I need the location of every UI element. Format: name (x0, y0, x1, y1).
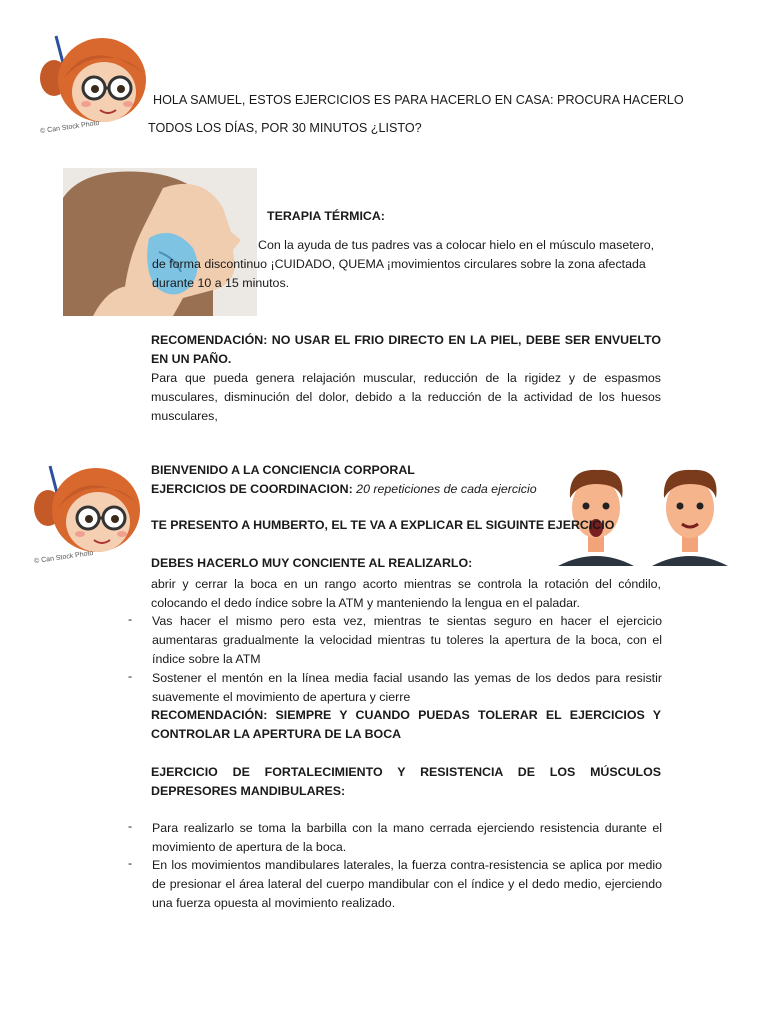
watermark-text: © Can Stock Photo (39, 119, 100, 136)
relajacion-paragraph: Para que pueda genera relajación muscular, reducción de la rigidez y de espasmos musculares, disminución del dolor, debido a la reducción de la actividad de los huesos musculares, (151, 371, 661, 423)
conciente-heading: DEBES HACERLO MUY CONCIENTE AL REALIZARLO: (151, 556, 473, 570)
greeting-line-1: HOLA SAMUEL, ESTOS EJERCICIOS ES PARA HACERLO EN CASA: PROCURA HACERLO (153, 93, 684, 107)
terapia-line-2: de forma discontinuo ¡CUIDADO, QUEMA ¡movimientos circulares sobre la zona afectada (152, 257, 646, 271)
humberto-intro: TE PRESENTO A HUMBERTO, EL TE VA A EXPLICAR EL SIGUINTE EJERCICIO (151, 518, 615, 532)
coordinacion-value: 20 repeticiones de cada ejercicio (356, 482, 537, 496)
recomendacion-1: RECOMENDACIÓN: NO USAR EL FRIO DIRECTO EN LA PIEL, DEBE SER ENVUELTO EN UN PAÑO. (151, 333, 661, 366)
list-item (130, 612, 662, 669)
list-dash: - (128, 856, 133, 870)
recomendacion-2: RECOMENDACIÓN: SIEMPRE Y CUANDO PUEDAS TOLERAR EL EJERCICIOS Y CONTROLAR LA APERTURA DE LA BOCA (151, 708, 661, 741)
terapia-title: TERAPIA TÉRMICA: (267, 209, 385, 223)
abrir-paragraph: abrir y cerrar la boca en un rango acorto mientras se controla la rotación del cóndilo, colocando el dedo índice sobre la ATM y manteniendo la lengua en el paladar. (151, 577, 661, 610)
list-item-text: Vas hacer el mismo pero esta vez, mientras te sientas seguro en hacer el ejercicio aumentaras gradualmente la velocidad mientras tu toleres la apertura de la boca, con el índice sobre la ATM (152, 614, 662, 666)
list-item (130, 856, 662, 913)
coordinacion-line (151, 482, 537, 496)
terapia-line-3: durante 10 a 15 minutos. (152, 276, 290, 290)
list-dash: - (128, 819, 133, 833)
ice-therapy-illustration (63, 168, 257, 316)
watermark-text: © Can Stock Photo (33, 549, 94, 566)
greeting-line-2: TODOS LOS DÍAS, POR 30 MINUTOS ¿LISTO? (148, 121, 422, 135)
list-dash: - (128, 612, 133, 626)
terapia-line-1: Con la ayuda de tus padres vas a colocar hielo en el músculo masetero, (258, 238, 655, 252)
list-item-text: Para realizarlo se toma la barbilla con la mano cerrada ejerciendo resistencia durante el movimiento de apertura de la boca. (152, 821, 662, 854)
list-item (130, 669, 662, 707)
fortalecimiento-title: EJERCICIO DE FORTALECIMIENTO Y RESISTENCIA DE LOS MÚSCULOS DEPRESORES MANDIBULARES: (151, 765, 661, 798)
conciencia-title: BIENVENIDO A LA CONCIENCIA CORPORAL (151, 463, 415, 477)
coordinacion-label: EJERCICIOS DE COORDINACION: (151, 482, 353, 496)
humberto-faces-illustration (548, 462, 738, 566)
list-item-text: Sostener el mentón en la línea media facial usando las yemas de los dedos para resistir suavemente el movimiento de apertura y cierre (152, 671, 662, 704)
list-item-text: En los movimientos mandibulares laterales, la fuerza contra-resistencia se aplica por medio de presionar el área lateral del cuerpo mandibular con el índice y el dedo medio, ejerciendo una fuerza opuesta al movimiento realizado. (152, 858, 662, 910)
list-dash: - (128, 669, 133, 683)
list-item (130, 819, 662, 857)
